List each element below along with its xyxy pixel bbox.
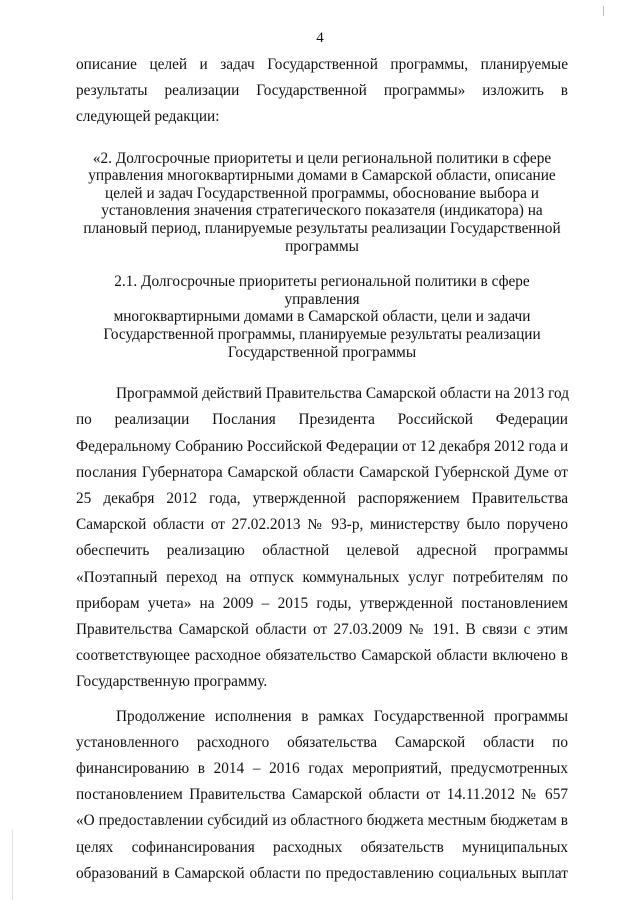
subsection-heading-line: многоквартирными домами в Самарской области, цели и задачи xyxy=(113,308,531,326)
page-number: 4 xyxy=(316,30,324,46)
subsection-heading-line: Государственной программы xyxy=(227,343,417,361)
paragraph-line: Правительства Самарской области от 27.03.2009 № 191. В связи с этим xyxy=(76,620,568,638)
paragraph-line: 25 декабря 2012 года, утвержденной распоряжением Правительства xyxy=(76,489,568,507)
paragraph-line: Продолжение исполнения в рамках Государственной программы xyxy=(116,707,568,725)
paragraph-line: послания Губернатора Самарской области Самарской Губернской Думе от xyxy=(76,463,568,481)
scan-mark xyxy=(603,6,604,16)
paragraph-line: «О предоставлении субсидий из областного бюджета местным бюджетам в xyxy=(76,812,568,830)
paragraph-line: Государственную программу. xyxy=(76,673,268,691)
paragraph-line: Самарской области от 27.02.2013 № 93-р, министерству было поручено xyxy=(76,516,568,534)
section-heading-line: целей и задач Государственной программы, обоснование выбора и xyxy=(105,184,539,202)
paragraph-line: Программой действий Правительства Самарской области на 2013 год xyxy=(116,385,569,403)
document-body xyxy=(76,52,568,887)
paragraph-line: приборам учета» на 2009 – 2015 годы, утвержденной постановлением xyxy=(76,594,568,612)
paragraph-line: соответствующее расходное обязательство Самарской области включено в xyxy=(76,647,568,665)
section-heading xyxy=(76,150,568,256)
body-paragraph-2 xyxy=(76,704,568,887)
scan-edge-line xyxy=(12,830,13,900)
section-heading-line: установления значения стратегического показателя (индикатора) на xyxy=(101,202,543,220)
section-heading-line: «2. Долгосрочные приоритеты и цели региональной политики в сфере xyxy=(92,149,552,167)
paragraph-line: целях софинансирования расходных обязательств муниципальных xyxy=(76,838,568,856)
subsection-heading-line: 2.1. Долгосрочные приоритеты региональной политики в сфере управления xyxy=(114,273,530,308)
section-heading-line: управления многоквартирными домами в Самарской области, описание xyxy=(88,167,556,185)
paragraph-line: обеспечить реализацию областной целевой адресной программы xyxy=(76,542,568,560)
section-heading-line: программы xyxy=(285,237,359,255)
paragraph-line: постановлением Правительства Самарской области от 14.11.2012 № 657 xyxy=(76,786,568,804)
paragraph-line: «Поэтапный переход на отпуск коммунальных услуг потребителям по xyxy=(76,568,568,586)
subsection-heading xyxy=(76,273,568,361)
intro-line: описание целей и задач Государственной программы, планируемые xyxy=(76,56,568,73)
paragraph-line: образований в Самарской области по предоставлению социальных выплат xyxy=(76,864,568,882)
paragraph-line: установленного расходного обязательства Самарской области по xyxy=(76,733,568,751)
paragraph-line: финансированию в 2014 – 2016 годах мероприятий, предусмотренных xyxy=(76,759,568,777)
intro-line: следующей редакции: xyxy=(76,108,220,126)
body-paragraph-1 xyxy=(76,381,568,695)
section-heading-line: плановый период, планируемые результаты реализации Государственной xyxy=(83,219,561,237)
intro-paragraph xyxy=(76,52,568,131)
paragraph-line: Федеральному Собранию Российской Федерации от 12 декабря 2012 года и xyxy=(76,437,569,455)
paragraph-line: по реализации Послания Президента Российской Федерации xyxy=(76,411,568,429)
intro-line: результаты реализации Государственной программы» изложить в xyxy=(76,82,568,100)
subsection-heading-line: Государственной программы, планируемые результаты реализации xyxy=(103,325,541,343)
